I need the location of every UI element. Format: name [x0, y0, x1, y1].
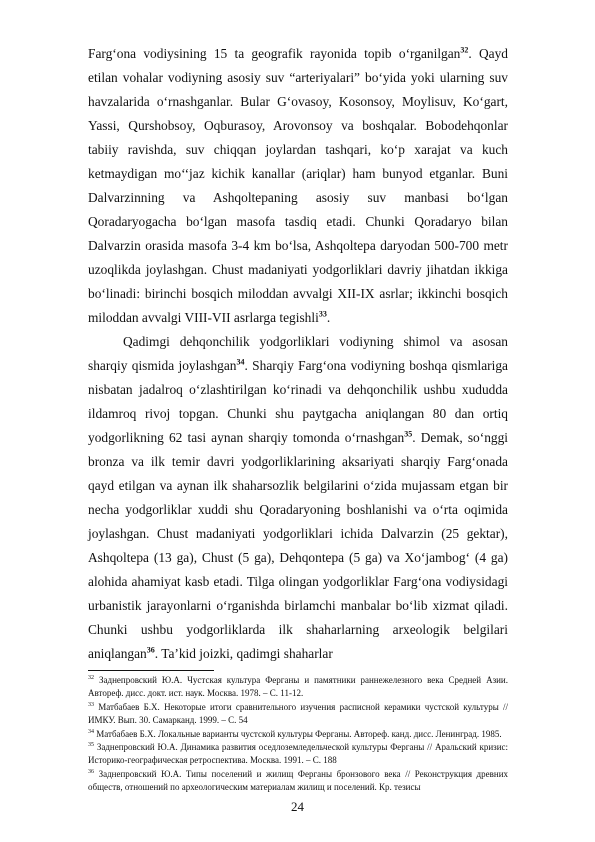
paragraph-2: [88, 330, 508, 666]
paragraph-2-text-d: . Ta’kid joizki, qadimgi shaharlar: [154, 646, 333, 661]
footnote-number: 35: [88, 742, 94, 749]
paragraph-1-text-b: . Qayd etilan vohalar vodiyning asosiy suv “arteriyalari” bo‘yida yoki ularning suv havzalarida o‘rnashganlar. Bular G‘ovasoy, Kosonsoy, Moylisuv, Ko‘gart, Yassi, Qurshobsoy, Oqburasoy, Arovonsoy va boshqalar. Bobodehqonlar tabiiy ravishda, suv chiqqan joylardan tashqari, ko‘p xarajat va kuch ketmaydigan mo‘‘jaz kichik kanallar (ariqlar) ham bunyod etganlar. Buni Dalvarzinning va Ashqoltepaning asosiy suv manbasi bo‘lgan Qoradaryogacha bo‘lgan masofa tasdiq etadi. Chunki Qoradaryo bilan Dalvarzin orasida masofa 3-4 km bo‘lsa, Ashqoltepa daryodan 500-700 metr uzoqlikda joylashgan. Chust madaniyati yodgorliklari davriy jihatdan ikkiga bo‘linadi: birinchi bosqich miloddan avvalgi XII-IX asrlar; ikkinchi bosqich miloddan avvalgi VIII-VII asrlarga tegishli: [88, 46, 508, 325]
footnote-36: [88, 768, 508, 795]
paragraph-2-text-b: . Sharqiy Farg‘ona vodiyning boshqa qismlariga nisbatan jadalroq o‘zlashtirilgan ko‘rinadi va dehqonchilik ushbu xududda ildamroq rivoj topgan. Chunki shu paytgacha aniqlangan 80 dan ortiq yodgorlikning 62 tasi aynan sharqiy tomonda o‘rnashgan: [88, 358, 508, 445]
footnote-text: Заднепровский Ю.А. Чустская культура Ферганы и памятники раннежелезного века Средней Азии. Автореф. дисс. докт. ист. наук. Москва. 1978. – С. 11-12.: [88, 675, 509, 699]
footnote-number: 36: [88, 768, 94, 775]
footnote-text: Матбабаев Б.Х. Локальные варианты чустской культуры Ферганы. Автореф. канд. дисс. Ленинград. 1985.: [96, 728, 502, 739]
footnote-ref-36[interactable]: 36: [146, 645, 155, 655]
paragraph-2-text: Qadimgi dehqonchilik yodgorliklari vodiyning shimol va asosan sharqiy qismida joylashgan: [88, 334, 508, 373]
footnote-number: 34: [88, 728, 94, 735]
paragraph-1-text-c: .: [326, 310, 331, 325]
footnote-ref-32[interactable]: 32: [460, 45, 469, 55]
paragraph-1-text: Farg‘ona vodiysining 15 ta geografik rayonida topib o‘rganilgan: [88, 46, 461, 61]
footnote-number: 33: [88, 701, 94, 708]
page-number: 24: [291, 799, 304, 814]
footnote-text: Заднепровский Ю.А. Типы поселений и жилищ Ферганы бронзового века // Реконструкция древних обществ, отношений по археологическим материалам жилищ и поселений. Кр. тезисы: [88, 768, 509, 793]
footnote-ref-35[interactable]: 35: [404, 429, 413, 439]
footnote-32: [88, 674, 508, 701]
footnotes: [88, 674, 508, 795]
footnote-divider: [88, 670, 214, 671]
footnote-34: [88, 728, 508, 741]
footnote-ref-33[interactable]: 33: [318, 309, 327, 319]
paragraph-1: [88, 42, 508, 330]
footnote-33: [88, 701, 508, 728]
footnote-text: Заднепровский Ю.А. Динамика развития оседлоземледельческой культуры Ферганы // Аральский кризис: Историко-географическая ретроспектива. Москва. 1991. – С. 188: [88, 742, 509, 766]
footnote-number: 32: [88, 675, 94, 681]
footnote-35: [88, 741, 508, 768]
footnote-ref-34[interactable]: 34: [236, 357, 245, 367]
paragraph-2-text-c: . Demak, so‘nggi bronza va ilk temir davri yodgorliklarining aksariyati sharqiy Farg‘onada qayd etilgan va aynan ilk shaharsozlik belgilarini o‘zida mujassam etgan bir necha yodgorliklar xuddi shu Qoradaryoning boshlanishi va o‘rta oqimida joylashgan. Chust madaniyati yodgorliklari ichida Dalvarzin (25 gektar), Ashqoltepa (13 ga), Chust (5 ga), Dehqontepa (5 ga) va Xo‘jambog‘ (4 ga) alohida ahamiyat kasb etadi. Tilga olingan yodgorliklar Farg‘ona vodiysidagi urbanistik jarayonlarni o‘rganishda birlamchi manbalar bo‘lib xizmat qiladi. Chunki ushbu yodgorliklarda ilk shaharlarning arxeologik belgilari aniqlangan: [88, 430, 508, 661]
footnote-text: Матбабаев Б.Х. Некоторые итоги сравнительного изучения расписной керамики чустской культуры // ИМКУ. Вып. 30. Самарканд. 1999. – С. 54: [88, 701, 509, 726]
document-page: [88, 42, 508, 795]
